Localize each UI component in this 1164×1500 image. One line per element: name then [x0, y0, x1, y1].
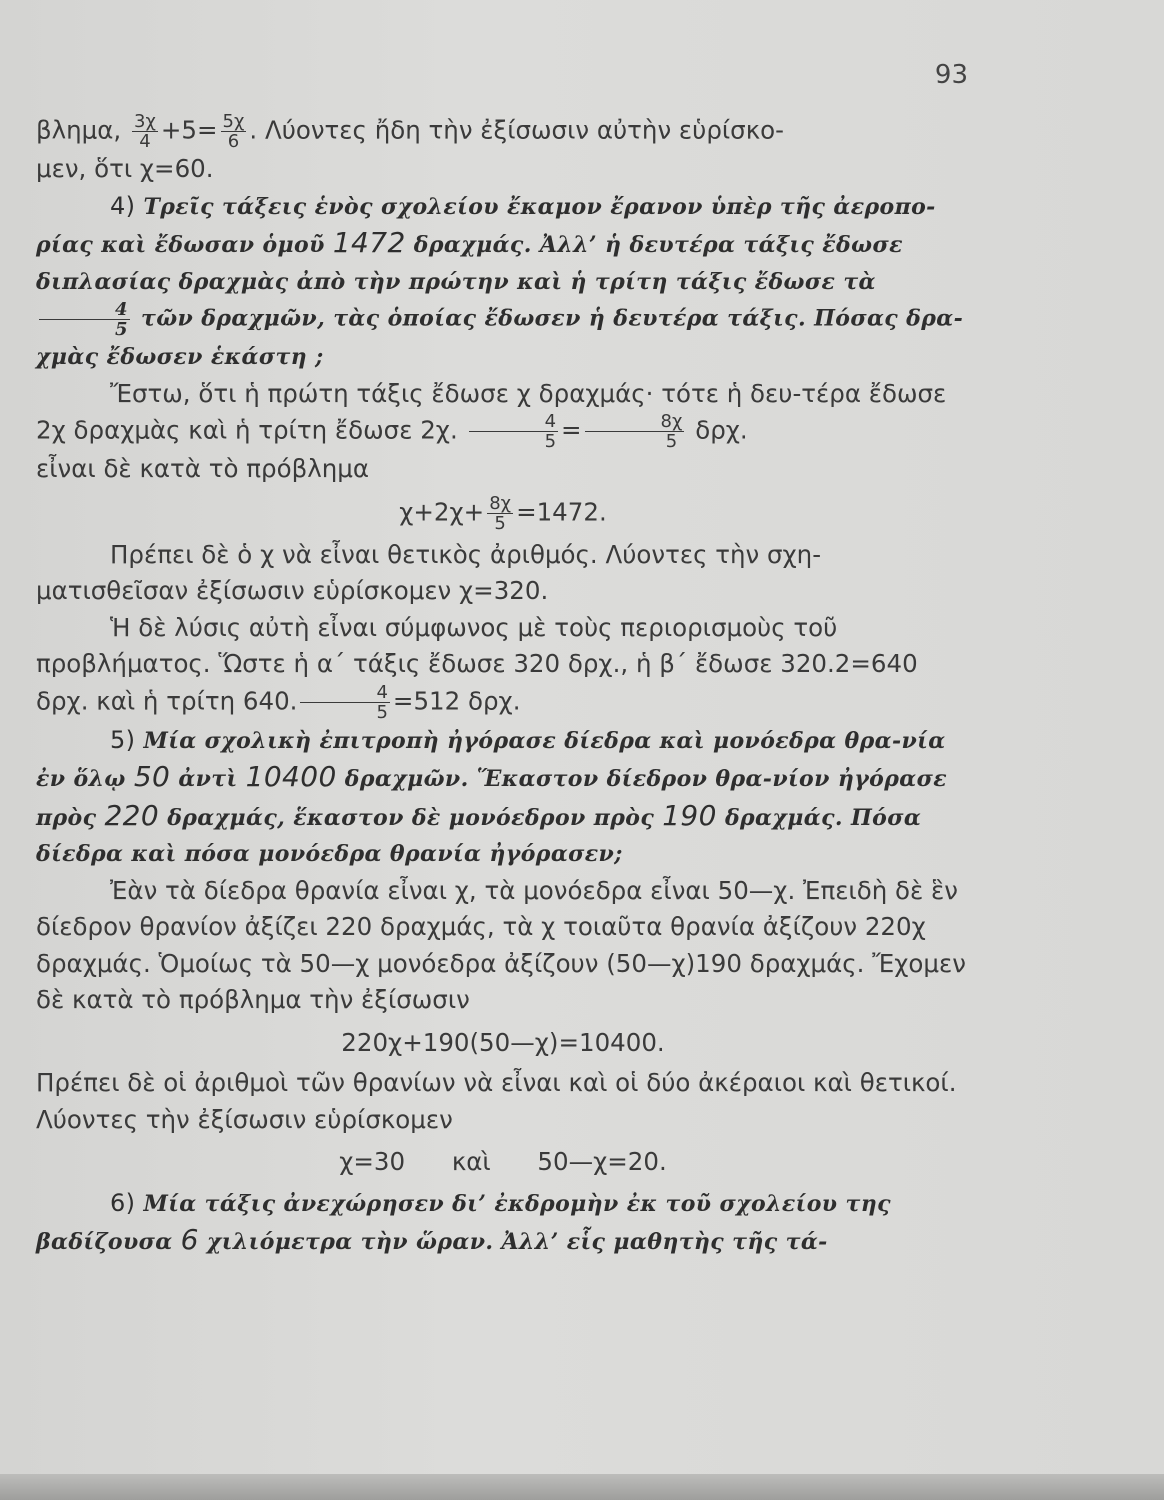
fraction-denominator: 4 — [139, 131, 151, 152]
fraction — [487, 494, 513, 533]
number: 190 — [662, 798, 717, 832]
solution-4 — [36, 376, 970, 488]
text-run: δραχμάς. Πόσα δίεδρα καὶ πόσα μονόεδρα θρανία ἠγόρασεν; — [36, 804, 922, 867]
equation: χ=30 καὶ 50—χ=20. — [339, 1147, 667, 1176]
equation — [36, 494, 970, 533]
fraction — [39, 300, 130, 339]
number: 220 — [104, 798, 160, 832]
fraction-numerator: 4 — [39, 300, 130, 320]
text-run: χ+2χ+ — [399, 497, 485, 526]
text-run: χιλιόμετρα τὴν ὥραν. Ἀλλ’ εἷς μαθητὴς τῆς τά- — [206, 1229, 828, 1255]
number: 10400 — [245, 760, 337, 793]
problem-5 — [36, 722, 970, 873]
fraction — [132, 112, 158, 151]
text-run: δραχμάς, ἕκαστον δὲ μονόεδρον πρὸς — [167, 804, 655, 831]
paragraph-continuation — [36, 112, 970, 188]
number: 1472 — [332, 226, 406, 259]
fraction-denominator: 5 — [665, 431, 678, 452]
text-run: δραχμάς. Ἀλλ’ ἡ δευτέρα τάξις ἔδωσε διπλασίας δραχμὰς ἀπὸ τὴν πρώτην καὶ ἡ τρίτη τάξις ἔδωσε τὰ — [36, 232, 903, 295]
text-run: μεν, ὅτι χ=60. — [36, 154, 214, 183]
page-number: 93 — [934, 60, 968, 90]
text-run: +5= — [160, 115, 218, 145]
text-run: Τρεῖς τάξεις ἑνὸς σχολείου ἔκαμον ἔρανον ὑπὲρ τῆς ἀεροπο-ρίας καὶ ἔδωσαν ὁμοῦ — [36, 193, 936, 258]
number: 6 — [180, 1223, 199, 1256]
text-run: βλημα, — [36, 115, 122, 145]
paragraph — [36, 610, 970, 722]
text-run: . Λύοντες ἤδη τὴν ἐξίσωσιν αὐτὴν εὑρίσκο- — [249, 115, 784, 145]
fraction-denominator: 5 — [494, 512, 506, 534]
paragraph: Ἐὰν τὰ δίεδρα θρανία εἶναι χ, τὰ μονόεδρα εἶναι 50—χ. Ἐπειδὴ δὲ ἓν δίεδρον θρανίον ἀξίζει 220 δραχμάς, τὰ χ τοιαῦτα θρανία ἀξίζουν 220χ δραχμάς. Ὁμοίως τὰ 50—χ μονόεδρα ἀξίζουν (50—χ)190 δραχμάς. Ἔχομεν δὲ κατὰ τὸ πρόβλημα τὴν ἐξίσωσιν — [36, 875, 966, 1014]
text-run: Ἔστω, ὅτι ἡ πρώτη τάξις ἔδωσε χ δραχμάς· τότε ἡ δευ-τέρα ἔδωσε 2χ δραχμὰς καὶ ἡ τρίτη ἔδωσε 2χ. — [36, 378, 947, 445]
text-run: =1472. — [516, 497, 607, 526]
fraction-denominator: 5 — [115, 319, 128, 340]
fraction-numerator: 4 — [469, 412, 558, 432]
fraction-numerator: 3χ — [134, 111, 156, 132]
text-run: ἀντὶ — [178, 766, 238, 792]
text-run: Μία σχολικὴ ἐπιτροπὴ ἠγόρασε δίεδρα καὶ μονόεδρα θρα-νία ἐν ὅλῳ — [36, 727, 946, 792]
problem-4 — [36, 188, 970, 376]
fraction-numerator: 8χ — [585, 412, 685, 432]
text-run: =512 δρχ. — [392, 686, 521, 715]
text-run: τῶν δραχμῶν, τὰς ὁποίας ἔδωσεν ἡ δευτέρα τάξις. Πόσας δρα-χμὰς ἔδωσεν ἑκάστη ; — [36, 305, 964, 370]
fraction-numerator: 5χ — [222, 111, 245, 132]
text-run: εἶναι δὲ κατὰ τὸ πρόβλημα — [36, 454, 369, 483]
text-run: = — [561, 415, 582, 445]
page-edge-shadow — [0, 1474, 1164, 1500]
number: 50 — [133, 760, 171, 793]
problem-6 — [36, 1185, 970, 1261]
fraction-denominator: 5 — [376, 701, 388, 723]
problem-number: 6) — [110, 1188, 136, 1217]
text-run: Ἡ δὲ λύσις αὐτὴ εἶναι σύμφωνος μὲ τοὺς περιορισμοὺς τοῦ προβλήματος. Ὥστε ἡ α΄ τάξις ἔδωσε 320 δρχ., ἡ β΄ ἔδωσε 320.2=640 δρχ. καὶ ἡ τρίτη 640. — [36, 612, 918, 715]
fraction — [221, 112, 247, 151]
paragraph: Πρέπει δὲ ὁ χ νὰ εἶναι θετικὸς ἀριθμός. Λύοντες τὴν σχη-ματισθεῖσαν ἐξίσωσιν εὑρίσκομεν χ=320. — [36, 539, 822, 605]
fraction-numerator: 4 — [300, 683, 389, 703]
equation: 220χ+190(50—χ)=10400. — [341, 1027, 665, 1057]
fraction-numerator: 8χ — [489, 492, 512, 514]
problem-number: 5) — [110, 725, 136, 754]
fraction-denominator: 6 — [227, 131, 240, 152]
page-text — [36, 112, 970, 1261]
text-run: δρχ. — [695, 415, 748, 445]
text-run: Μία τάξις ἀνεχώρησεν δι’ ἐκδρομὴν ἐκ τοῦ σχολείου της βαδίζουσα — [36, 1190, 891, 1255]
fraction — [469, 412, 558, 451]
text-run: δραχμῶν. Ἕκαστον δίεδρον θρα-νίον ἠγόρασε πρὸς — [36, 766, 947, 831]
problem-number: 4) — [110, 191, 136, 220]
fraction-denominator: 5 — [544, 431, 557, 452]
fraction — [300, 683, 389, 722]
fraction — [585, 412, 685, 451]
paragraph: Πρέπει δὲ οἱ ἀριθμοὶ τῶν θρανίων νὰ εἶναι καὶ οἱ δύο ἀκέραιοι καὶ θετικοί. Λύοντες τὴν ἐξίσωσιν εὑρίσκομεν — [36, 1068, 957, 1134]
